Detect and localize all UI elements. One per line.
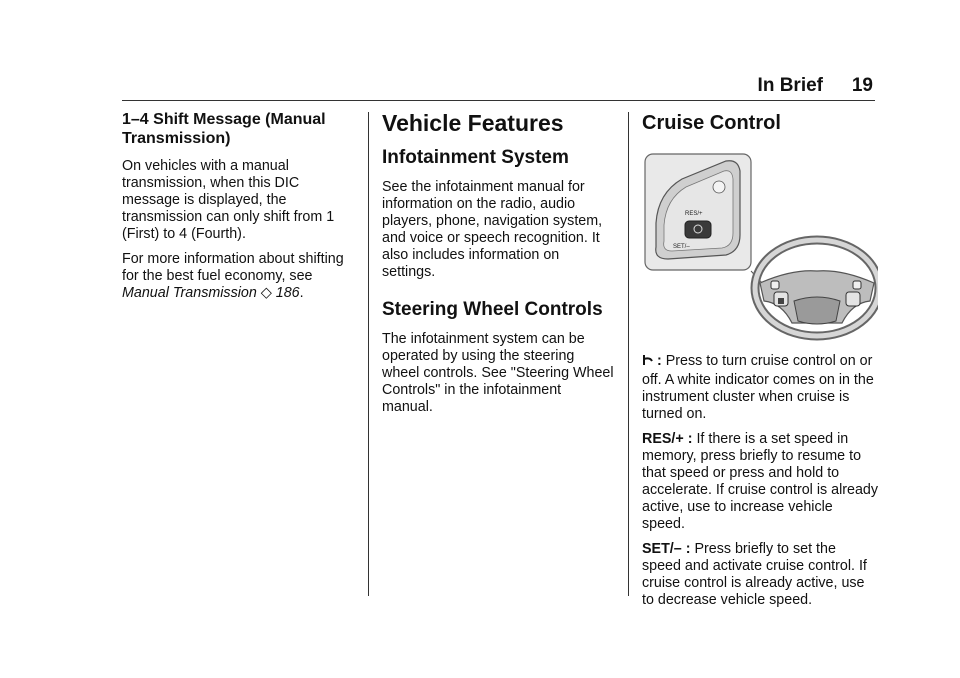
cruise-onoff-text: Press to turn cruise control on or off. A white indicator comes on in the instrument cluster when cruise is turned on. bbox=[642, 353, 874, 422]
vehicle-features-title: Vehicle Features bbox=[382, 110, 564, 136]
page-number: 19 bbox=[851, 75, 873, 96]
res-item bbox=[642, 431, 878, 533]
cruise-onoff-item bbox=[642, 353, 878, 423]
shift-message-heading: 1–4 Shift Message (Manual Transmission) bbox=[122, 111, 326, 147]
infotainment-text: See the infotainment manual for information on the radio, audio players, phone, navigation system, and voice or speech recognition. It also includes information on settings. bbox=[382, 179, 603, 280]
set-label: SET/– : bbox=[642, 541, 691, 557]
figure-res-label: RES/+ bbox=[685, 211, 703, 217]
res-text: If there is a set speed in memory, press briefly to resume to that speed or press and hold to accelerate. If cruise control is already active, use to increase vehicle speed. bbox=[642, 431, 879, 532]
steering-controls-heading: Steering Wheel Controls bbox=[382, 299, 603, 320]
set-text: Press briefly to set the speed and activate cruise control. If cruise control is already active, use to decrease vehicle speed. bbox=[642, 541, 867, 608]
cruise-onoff-label: : bbox=[657, 353, 662, 369]
shift-more-info-text: For more information about shifting for the best fuel economy, see bbox=[122, 251, 344, 284]
shift-more-info bbox=[122, 251, 354, 302]
column-3 bbox=[642, 108, 878, 617]
res-label: RES/+ : bbox=[642, 431, 693, 447]
column-2 bbox=[382, 108, 614, 424]
column-1 bbox=[122, 108, 354, 310]
cruise-control-figure bbox=[642, 151, 878, 341]
infotainment-heading: Infotainment System bbox=[382, 147, 569, 168]
cruise-control-icon bbox=[642, 353, 654, 372]
steering-wheel-illustration bbox=[642, 151, 878, 341]
manual-transmission-page-ref[interactable]: 186 bbox=[275, 285, 300, 301]
column-divider-1 bbox=[368, 112, 369, 596]
shift-message-text: On vehicles with a manual transmission, when this DIC message is displayed, the transmission can only shift from 1 (First) to 4 (Fourth). bbox=[122, 158, 335, 242]
column-divider-2 bbox=[628, 112, 629, 596]
section-title: In Brief bbox=[757, 75, 823, 96]
shift-more-info-end: . bbox=[299, 285, 304, 301]
manual-transmission-link[interactable]: Manual Transmission bbox=[122, 285, 257, 301]
cruise-control-heading: Cruise Control bbox=[642, 112, 781, 134]
figure-set-label: SET/– bbox=[673, 244, 690, 250]
steering-controls-text: The infotainment system can be operated by using the steering wheel controls. See "Steering Wheel Controls" in the infotainment manual. bbox=[382, 331, 614, 415]
page-header bbox=[122, 72, 875, 101]
set-item bbox=[642, 541, 878, 609]
page-ref-icon: ◇ bbox=[260, 285, 272, 301]
